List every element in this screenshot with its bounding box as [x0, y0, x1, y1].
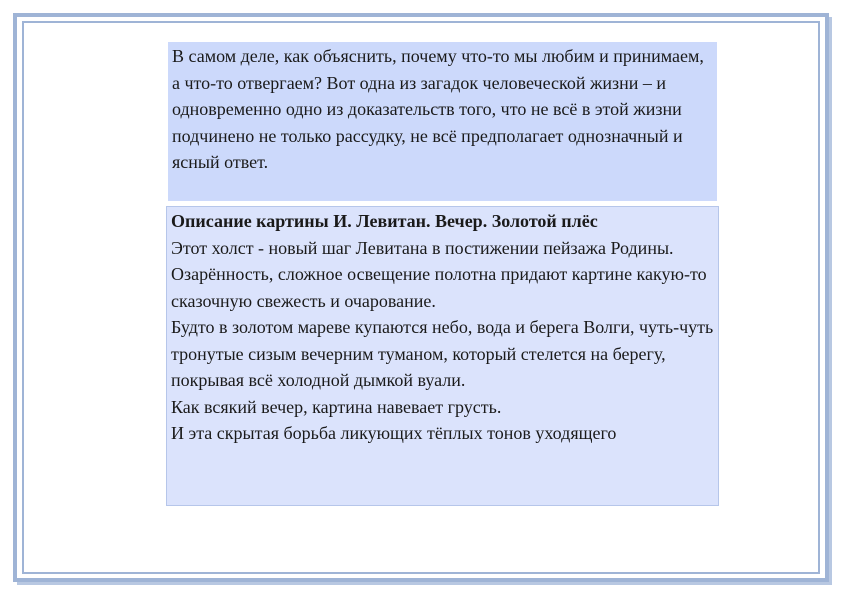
quote-text-box [168, 42, 717, 201]
description-text-box [166, 206, 719, 506]
frame-shadow-right [829, 17, 832, 585]
description-paragraph: Этот холст - новый шаг Левитана в постижении пейзажа Родины. Озарённость, сложное освещение полотна придают картине какую-то сказочную свежесть и очарование. [171, 237, 707, 311]
description-title: Описание картины И. Левитан. Вечер. Золотой плёс [171, 211, 598, 231]
description-paragraph: И эта скрытая борьба ликующих тёплых тонов уходящего [171, 423, 617, 443]
description-paragraph: Будто в золотом мареве купаются небо, вода и берега Волги, чуть-чуть тронутые сизым вечерним туманом, который стелется на берегу, покрывая всё холодной дымкой вуали. [171, 317, 714, 390]
frame-shadow-bottom [17, 582, 832, 585]
quote-text: В самом деле, как объяснить, почему что-то мы любим и принимаем, а что-то отвергаем? Вот одна из загадок человеческой жизни – и одновременно одно из доказательств того, что не всё в этой жизни подчинено не только рассудку, не всё предполагает однозначный и ясный ответ. [172, 46, 704, 172]
description-paragraph: Как всякий вечер, картина навевает грусть. [171, 396, 502, 417]
